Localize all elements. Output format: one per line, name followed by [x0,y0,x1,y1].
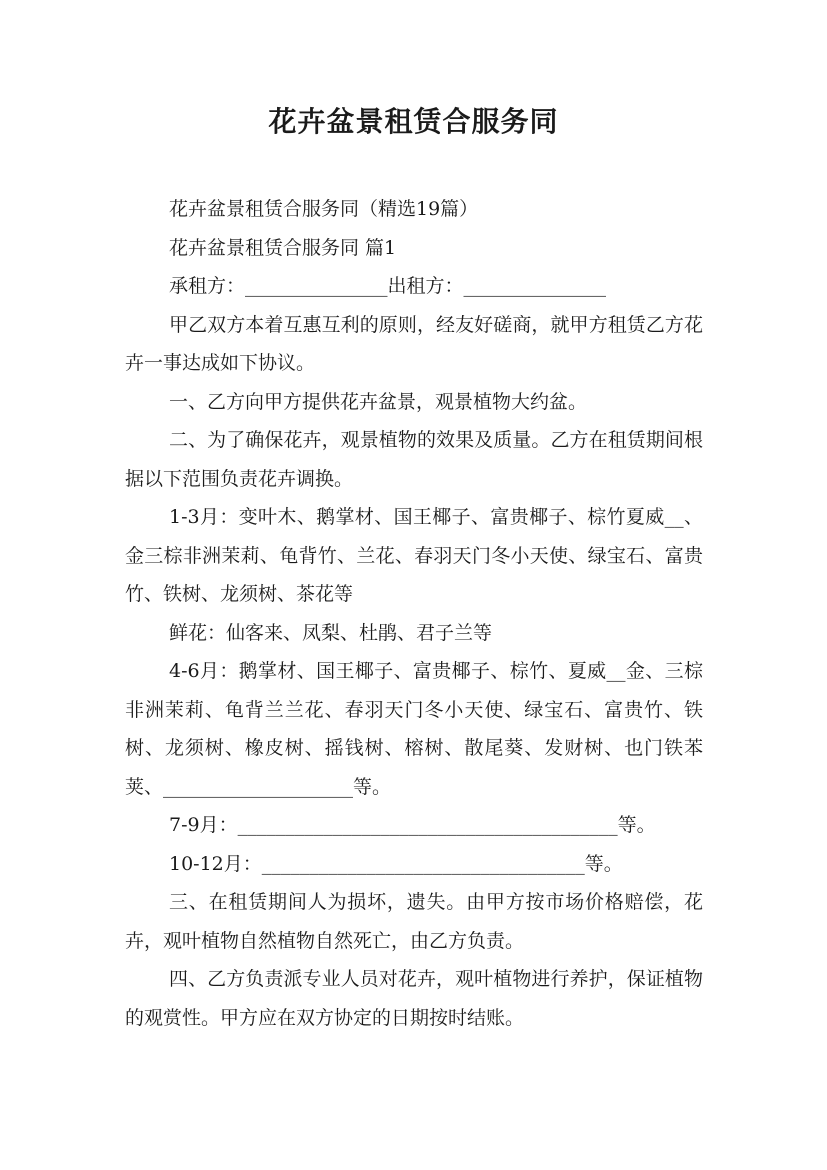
paragraph-months-1-3: 1-3月：变叶木、鹅掌材、国王椰子、富贵椰子、棕竹夏威__、金三棕非洲茉莉、龟背竹、兰花、春羽天门冬小天使、绿宝石、富贵竹、铁树、龙须树、茶花等 [125,506,703,605]
paragraph-clause-2: 二、为了确保花卉，观景植物的效果及质量。乙方在租赁期间根据以下范围负责花卉调换。 [125,429,703,490]
paragraph-section-heading: 花卉盆景租赁合服务同 篇1 [169,236,397,259]
paragraph-parties: 承租方：_______________出租方：_______________ [169,275,607,297]
paragraph-clause-3: 三、在租赁期间人为损坏，遗失。由甲方按市场价格赔偿，花卉，观叶植物自然植物自然死亡，由乙方负责。 [125,891,703,952]
document-title: 花卉盆景租赁合服务同 [268,105,559,138]
document-body [125,190,703,1037]
paragraph-clause-1: 一、乙方向甲方提供花卉盆景，观景植物大约盆。 [169,390,588,413]
paragraph-months-7-9: 7-9月：________________________________________等。 [169,814,656,836]
paragraph-subtitle: 花卉盆景租赁合服务同（精选19篇） [169,198,479,220]
paragraph-clause-4: 四、乙方负责派专业人员对花卉，观叶植物进行养护，保证植物的观赏性。甲方应在双方协定的日期按时结账。 [125,968,703,1029]
paragraph-preamble: 甲乙双方本着互惠互利的原则，经友好磋商，就甲方租赁乙方花卉一事达成如下协议。 [125,313,703,374]
paragraph-fresh-flowers: 鲜花：仙客来、凤梨、杜鹃、君子兰等 [169,621,493,644]
paragraph-months-10-12: 10-12月：__________________________________等。 [169,852,623,875]
paragraph-months-4-6: 4-6月：鹅掌材、国王椰子、富贵椰子、棕竹、夏威__金、三棕非洲茉莉、龟背兰兰花、春羽天门冬小天使、绿宝石、富贵竹、铁树、龙须树、橡皮树、摇钱树、榕树、散尾葵、发财树、也门铁苯荚、____________________等。 [125,660,703,798]
